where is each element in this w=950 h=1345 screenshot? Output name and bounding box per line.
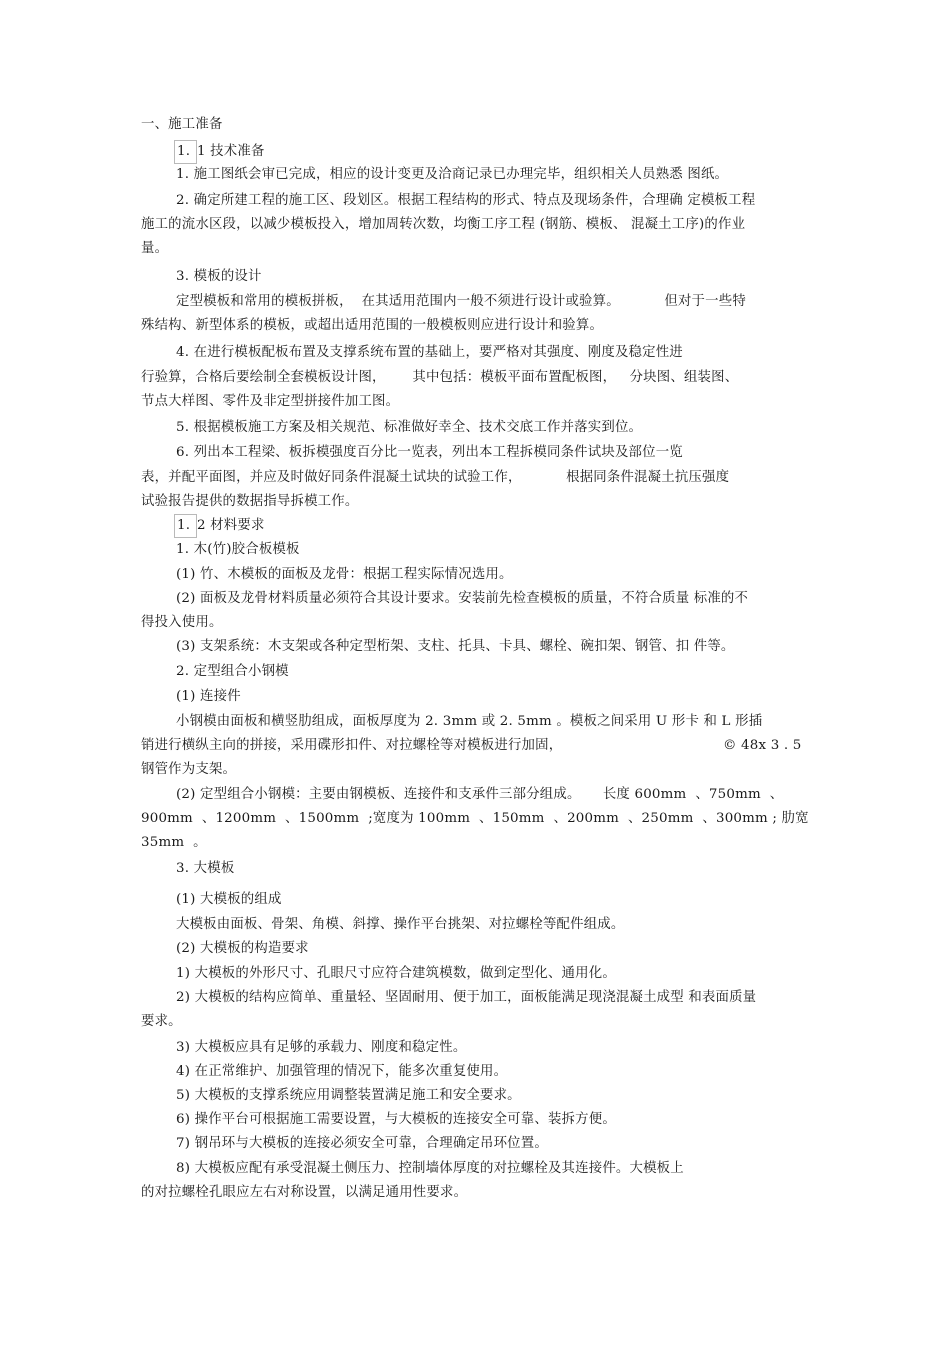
requirement-item-line: 要求。 bbox=[141, 1014, 182, 1029]
paragraph: 小钢模由面板和横竖肋组成，面板厚度为 2. 3mm 或 2. 5mm 。模板之间采用 U 形卡 和 L 形插 bbox=[176, 714, 763, 729]
paragraph-line: 行验算，合格后要绘制全套模板设计图， 其中包括：模板平面布置配板图， 分块图、组装图、 bbox=[141, 370, 739, 385]
heading-1-2: 2 材料要求 bbox=[197, 518, 265, 533]
subheading: 3. 模板的设计 bbox=[176, 269, 262, 284]
paragraph: 4. 在进行模板配板布置及支撑系统布置的基础上，要严格对其强度、刚度及稳定性进 bbox=[176, 345, 683, 360]
paragraph: 5. 根据模板施工方案及相关规范、标准做好幸全、技术交底工作并落实到位。 bbox=[176, 420, 643, 435]
paragraph: 定型模板和常用的模板拼板， 在其适用范围内一般不须进行设计或验算。 但对于一些特 bbox=[176, 294, 746, 309]
list-item-line: 得投入使用。 bbox=[141, 615, 223, 630]
heading-number: 1. bbox=[177, 144, 191, 159]
list-item-line: 35mm 。 bbox=[141, 835, 207, 850]
list-item: (2) 定型组合小钢模：主要由钢模板、连接件和支承件三部分组成。 长度 600mm 、750mm 、 bbox=[176, 787, 784, 802]
paragraph-line: 表，并配平面图，并应及时做好同条件混凝土试块的试验工作， 根据同条件混凝土抗压强度 bbox=[141, 470, 730, 485]
requirement-item: 3) 大模板应具有足够的承载力、刚度和稳定性。 bbox=[176, 1040, 467, 1055]
paragraph-line: 施工的流水区段，以减少模板投入，增加周转次数，均衡工序工程 (钢筋、模板、 混凝土工序)的作业 bbox=[141, 217, 746, 232]
subheading: 2. 定型组合小钢模 bbox=[176, 664, 289, 679]
requirement-item: 8) 大模板应配有承受混凝土侧压力、控制墙体厚度的对拉螺栓及其连接件。大模板上 bbox=[176, 1161, 684, 1176]
list-item: (1) 大模板的组成 bbox=[176, 892, 282, 907]
subheading: 1. 木(竹)胶合板模板 bbox=[176, 542, 300, 557]
requirement-item-line: 的对拉螺栓孔眼应左右对称设置，以满足通用性要求。 bbox=[141, 1185, 468, 1200]
requirement-item: 7) 钢吊环与大模板的连接必须安全可靠，合理确定吊环位置。 bbox=[176, 1136, 548, 1151]
steel-pipe-spec: © 48x 3 . 5 bbox=[723, 738, 802, 753]
list-item: (2) 面板及龙骨材料质量必须符合其设计要求。安装前先检查模板的质量，不符合质量 标准的不 bbox=[176, 591, 749, 606]
subheading: 3. 大模板 bbox=[176, 861, 235, 876]
paragraph: 大模板由面板、骨架、角模、斜撑、操作平台挑架、对拉螺栓等配件组成。 bbox=[176, 917, 625, 932]
list-item: (3) 支架系统：木支架或各种定型桁架、支柱、托具、卡具、螺栓、碗扣架、钢管、扣 件等。 bbox=[176, 639, 735, 654]
heading-number: 1. bbox=[177, 518, 191, 533]
requirement-item: 4) 在正常维护、加强管理的情况下，能多次重复使用。 bbox=[176, 1064, 508, 1079]
paragraph: 1. 施工图纸会审已完成，相应的设计变更及洽商记录已办理完毕，组织相关人员熟悉 图纸。 bbox=[176, 167, 729, 182]
requirement-item: 6) 操作平台可根据施工需要设置，与大模板的连接安全可靠、装拆方便。 bbox=[176, 1112, 616, 1127]
requirement-item: 5) 大模板的支撑系统应用调整装置满足施工和安全要求。 bbox=[176, 1088, 521, 1103]
paragraph-line: 节点大样图、零件及非定型拼接件加工图。 bbox=[141, 394, 400, 409]
paragraph: 6. 列出本工程梁、板拆模强度百分比一览表，列出本工程拆模同条件试块及部位一览 bbox=[176, 445, 683, 460]
list-item-line: 900mm 、1200mm 、1500mm ;宽度为 100mm 、150mm 、200mm 、250mm 、300mm ; 肋宽 bbox=[141, 811, 809, 826]
section-title: 一、施工准备 bbox=[141, 117, 223, 132]
requirement-item: 1) 大模板的外形尺寸、孔眼尺寸应符合建筑模数，做到定型化、通用化。 bbox=[176, 966, 616, 981]
paragraph-line: 试验报告提供的数据指导拆模工作。 bbox=[141, 494, 359, 509]
requirement-item: 2) 大模板的结构应简单、重量轻、坚固耐用、便于加工，面板能满足现浇混凝土成型 和表面质量 bbox=[176, 990, 757, 1005]
paragraph-line: 销进行横纵主向的拼接，采用碟形扣件、对拉螺栓等对模板进行加固， bbox=[141, 738, 563, 753]
paragraph-line: 钢管作为支架。 bbox=[141, 762, 237, 777]
heading-1-1: 1 技术准备 bbox=[197, 144, 265, 159]
paragraph-line: 殊结构、新型体系的模板，或超出适用范围的一般模板则应进行设计和验算。 bbox=[141, 318, 604, 333]
list-item: (1) 连接件 bbox=[176, 689, 241, 704]
paragraph-line: 量。 bbox=[141, 241, 169, 256]
list-item: (2) 大模板的构造要求 bbox=[176, 941, 309, 956]
paragraph: 2. 确定所建工程的施工区、段划区。根据工程结构的形式、特点及现场条件，合理确 定模板工程 bbox=[176, 193, 756, 208]
list-item: (1) 竹、木模板的面板及龙骨：根据工程实际情况选用。 bbox=[176, 567, 513, 582]
